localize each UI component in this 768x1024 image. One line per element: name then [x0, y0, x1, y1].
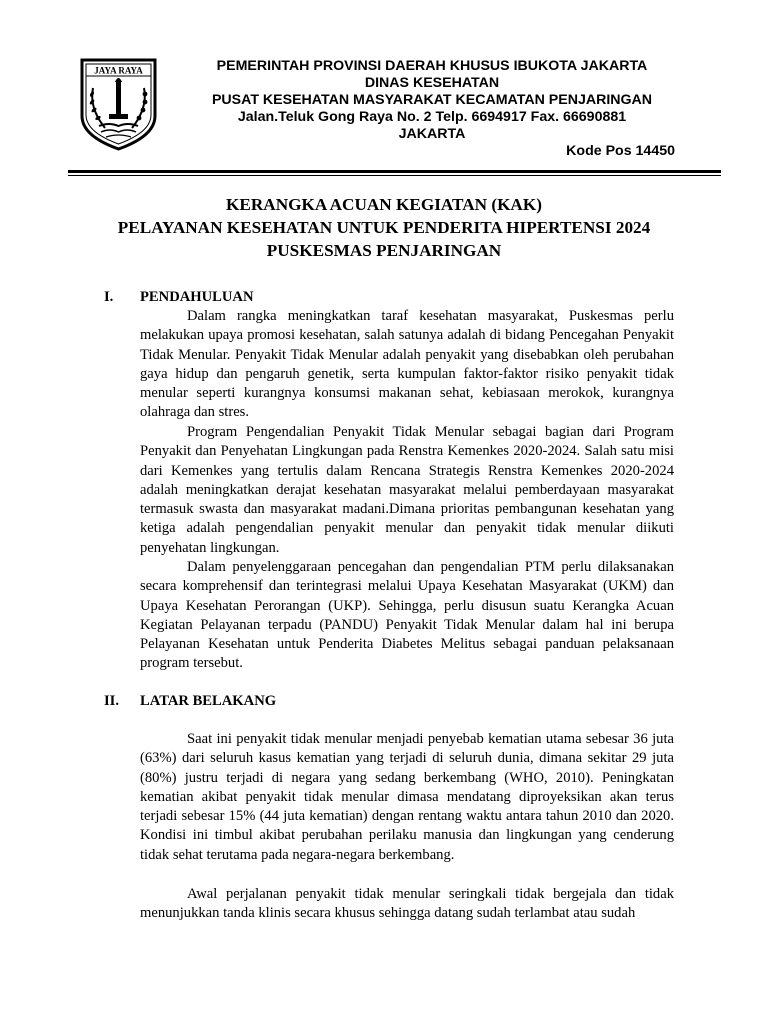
paragraph: Awal perjalanan penyakit tidak menular seringkali tidak bergejala dan tidak menunjukkan tanda klinis secara khusus sehingga datang sudah terlambat atau sudah — [140, 886, 674, 922]
document-title — [60, 193, 708, 262]
letterhead-postcode: Kode Pos 14450 — [566, 143, 675, 159]
jaya-raya-emblem-logo — [79, 58, 158, 151]
letterhead-agency: DINAS KESEHATAN — [364, 75, 500, 91]
svg-text:JAYA RAYA: JAYA RAYA — [94, 65, 143, 76]
section-heading-latar-belakang: LATAR BELAKANG — [140, 693, 277, 709]
section-number: I. — [104, 289, 114, 305]
letterhead-divider-thick — [68, 170, 721, 173]
paragraph: Saat ini penyakit tidak menular menjadi penyebab kematian utama sebesar 36 juta (63%) dari seluruh kasus kematian yang terjadi di seluruh dunia, dimana sekitar 29 juta (80%) justru terjadi di negara yang sedang berkembang (WHO, 2010). Peningkatan kematian akibat penyakit tidak menular dimasa mendatang diproyeksikan akan terus terjadi sebesar 15% (44 juta kematian) dengan rentang waktu antara tahun 2010 dan 2020. Kondisi ini timbul akibat perubahan perilaku manusia dan lingkungan yang cenderung tidak sehat terutama pada negara-negara berkembang. — [140, 731, 674, 863]
title-line-1: KERANGKA ACUAN KEGIATAN (KAK) — [226, 195, 542, 214]
section-number: II. — [104, 693, 120, 709]
section-heading-pendahuluan: PENDAHULUAN — [140, 289, 254, 305]
title-line-2: PELAYANAN KESEHATAN UNTUK PENDERITA HIPERTENSI 2024 — [117, 218, 651, 237]
letterhead-government: PEMERINTAH PROVINSI DAERAH KHUSUS IBUKOTA JAKARTA — [216, 58, 648, 74]
letterhead-city: JAKARTA — [398, 126, 466, 142]
paragraph: Dalam rangka meningkatkan taraf kesehatan masyarakat, Puskesmas perlu melakukan upaya promosi kesehatan, salah satunya adalah di bidang Pencegahan Penyakit Tidak Menular. Penyakit Tidak Menular adalah penyakit yang disebabkan oleh perubahan gaya hidup dan pengaruh genetik, serta kumpulan faktor-faktor risiko penyakit tidak menular seperti kurangnya konsumsi makanan sehat, kebiasaan merokok, kurangnya olahraga dan stres. — [140, 308, 674, 421]
paragraph: Program Pengendalian Penyakit Tidak Menular sebagai bagian dari Program Penyakit dan Penyehatan Lingkungan pada Renstra Kemenkes 2020-2024. Salah satu misi dari Kemenkes yang tertulis dalam Rencana Strategis Renstra Kemenkes 2020-2024 adalah meningkatkan derajat kesehatan masyarakat melalui pemberdayaan masyarakat termasuk swasta dan masyarakat madani.Dimana prioritas pembangunan kesehatan yang ketiga adalah pengendalian penyakit menular dan penyakit tidak menular diikuti penyehatan lingkungan. — [140, 424, 674, 556]
letterhead — [170, 58, 694, 143]
letterhead-divider-thin — [68, 175, 721, 176]
paragraph: Dalam penyelenggaraan pencegahan dan pengendalian PTM perlu dilaksanakan secara komprehensif dan terintegrasi melalui Upaya Kesehatan Masyarakat (UKM) dan Upaya Kesehatan Perorangan (UKP). Sehingga, perlu disusun suatu Kerangka Acuan Kegiatan Pelayanan terpadu (PANDU) Penyakit Tidak Menular dalam hal ini berupa Pelayanan Kesehatan untuk Penderita Diabetes Melitus sebagai panduan pelaksanaan program tersebut. — [140, 559, 674, 672]
letterhead-puskesmas: PUSAT KESEHATAN MASYARAKAT KECAMATAN PENJARINGAN — [211, 92, 653, 108]
letterhead-address: Jalan.Teluk Gong Raya No. 2 Telp. 6694917 Fax. 66690881 — [237, 109, 627, 125]
title-line-3: PUSKESMAS PENJARINGAN — [266, 241, 502, 260]
